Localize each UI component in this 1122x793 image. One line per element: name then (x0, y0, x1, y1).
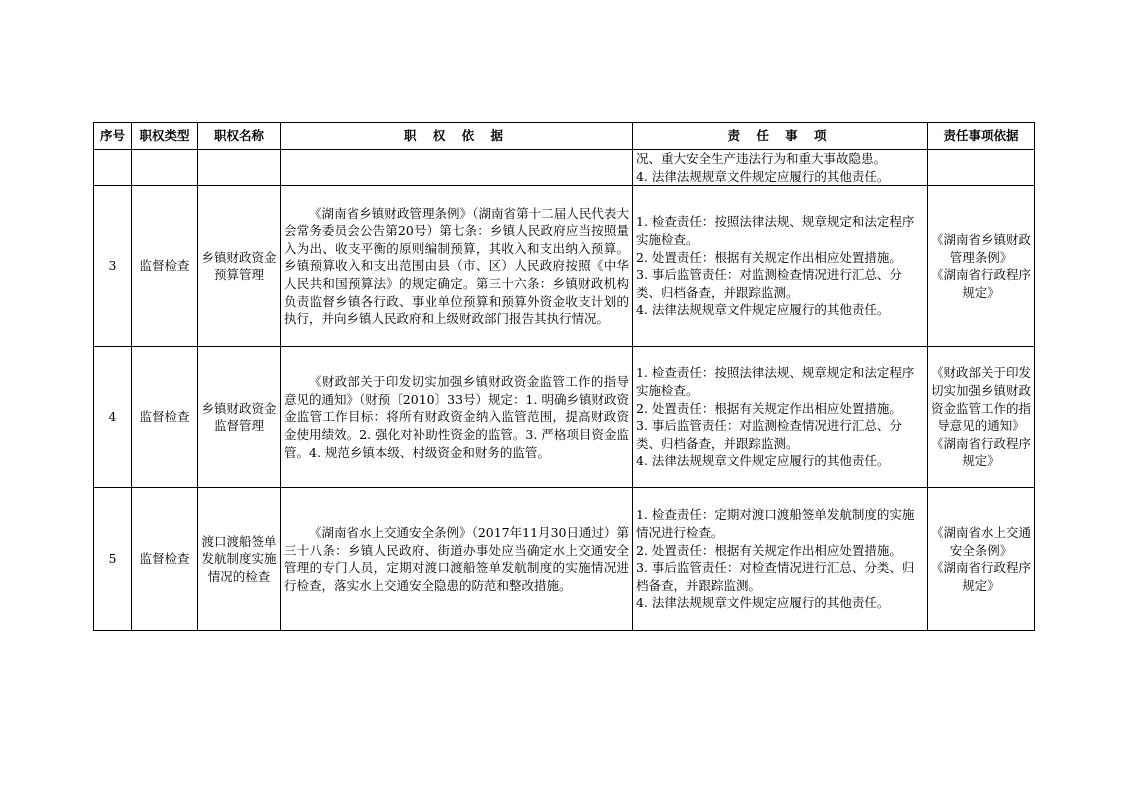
duty-line: 3. 事后监管责任：对监测检查情况进行汇总、分类、归档备查，并跟踪监测。 (636, 267, 902, 300)
basis-text: 《湖南省水上交通安全条例》（2017年11月30日通过）第三十八条：乡镇人民政府、街道办事处应当确定水上交通安全管理的专门人员，定期对渡口渡船签单发航制度的实施情况进行检查，落实水上交通安全隐患的防范和整改措施。 (284, 525, 629, 593)
cell-no: 3 (94, 186, 132, 347)
duty-line: 1. 检查责任：定期对渡口渡船签单发航制度的实施情况进行检查。 (636, 507, 915, 540)
cell-name: 乡镇财政资金预算管理 (198, 186, 281, 347)
cell-basis (281, 186, 633, 347)
header-duty-basis: 责任事项依据 (928, 123, 1035, 150)
authority-table (93, 122, 1035, 631)
duty-basis-line: 《湖南省行政程序规定》 (931, 560, 1032, 593)
cell-no: 5 (94, 488, 132, 631)
duty-line: 2. 处置责任：根据有关规定作出相应处置措施。 (636, 400, 902, 416)
duty-line: 1. 检查责任：按照法律法规、规章规定和法定程序实施检查。 (636, 214, 915, 247)
table-row (94, 347, 1035, 488)
header-type: 职权类型 (132, 123, 198, 150)
duty-line: 2. 处置责任：根据有关规定作出相应处置措施。 (636, 542, 902, 558)
cell-basis (281, 150, 633, 186)
duty-line: 3. 事后监管责任：对监测检查情况进行汇总、分类、归档备查，并跟踪监测。 (636, 418, 902, 451)
cell-duty-basis (928, 186, 1035, 347)
duty-line: 4. 法律法规规章文件规定应履行的其他责任。 (636, 453, 890, 469)
duty-basis-line: 《湖南省乡镇财政管理条例》 (931, 232, 1032, 265)
duty-line: 4. 法律法规规章文件规定应履行的其他责任。 (636, 302, 890, 318)
header-name: 职权名称 (198, 123, 281, 150)
header-basis: 职 权 依 据 (281, 123, 633, 150)
cell-type (132, 150, 198, 186)
basis-text: 《湖南省乡镇财政管理条例》（湖南省第十二届人民代表大会常务委员会公告第20号）第七条：乡镇人民政府应当按照量入为出、收支平衡的原则编制预算，其收入和支出纳入预算。乡镇预算收入和支出范围由县（市、区）人民政府按照《中华人民共和国预算法》的规定确定。第三十六条：乡镇财政机构负责监督乡镇各行政、事业单位预算和预算外资金收支计划的执行，并向乡镇人民政府和上级财政部门报告其执行情况。 (284, 205, 629, 327)
header-no: 序号 (94, 123, 132, 150)
cell-duties (633, 186, 928, 347)
cell-duty-basis (928, 488, 1035, 631)
cell-type: 监督检查 (132, 488, 198, 631)
table-row-continuation (94, 150, 1035, 186)
duty-line: 4. 法律法规规章文件规定应履行的其他责任。 (636, 595, 890, 611)
basis-text: 《财政部关于印发切实加强乡镇财政资金监管工作的指导意见的通知》（财预〔2010〕33号）规定：1. 明确乡镇财政资金监管工作目标：将所有财政资金纳入监管范围，提高财政资金使用绩效。2. 强化对补助性资金的监管。3. 严格项目资金监管。4. 规范乡镇本级、村级资金和财务的监管。 (284, 374, 629, 460)
table-row (94, 488, 1035, 631)
duty-line: 1. 检查责任：按照法律法规、规章规定和法定程序实施检查。 (636, 365, 915, 398)
table-row (94, 186, 1035, 347)
cell-basis (281, 488, 633, 631)
cell-duty-basis (928, 347, 1035, 488)
cell-duty-basis (928, 150, 1035, 186)
duty-basis-line: 《财政部关于印发切实加强乡镇财政资金监管工作的指导意见的通知》 (931, 365, 1032, 434)
cell-duties (633, 347, 928, 488)
duty-line: 4. 法律法规规章文件规定应履行的其他责任。 (636, 168, 890, 184)
cell-basis (281, 347, 633, 488)
cell-name: 乡镇财政资金监督管理 (198, 347, 281, 488)
cell-no (94, 150, 132, 186)
duty-line: 2. 处置责任：根据有关规定作出相应处置措施。 (636, 249, 902, 265)
document-page (93, 122, 1034, 631)
duty-line: 况、重大安全生产违法行为和重大事故隐患。 (636, 151, 887, 166)
cell-duties (633, 150, 928, 186)
header-duties: 责 任 事 项 (633, 123, 928, 150)
cell-name (198, 150, 281, 186)
cell-type: 监督检查 (132, 347, 198, 488)
cell-name: 渡口渡船签单发航制度实施情况的检查 (198, 488, 281, 631)
duty-basis-line: 《湖南省水上交通安全条例》 (931, 525, 1032, 558)
cell-duties (633, 488, 928, 631)
duty-basis-line: 《湖南省行政程序规定》 (931, 267, 1032, 300)
duty-basis-line: 《湖南省行政程序规定》 (931, 435, 1032, 469)
duty-line: 3. 事后监管责任：对检查情况进行汇总、分类、归档备查，并跟踪监测。 (636, 560, 915, 593)
cell-no: 4 (94, 347, 132, 488)
cell-type: 监督检查 (132, 186, 198, 347)
table-header-row (94, 123, 1035, 150)
